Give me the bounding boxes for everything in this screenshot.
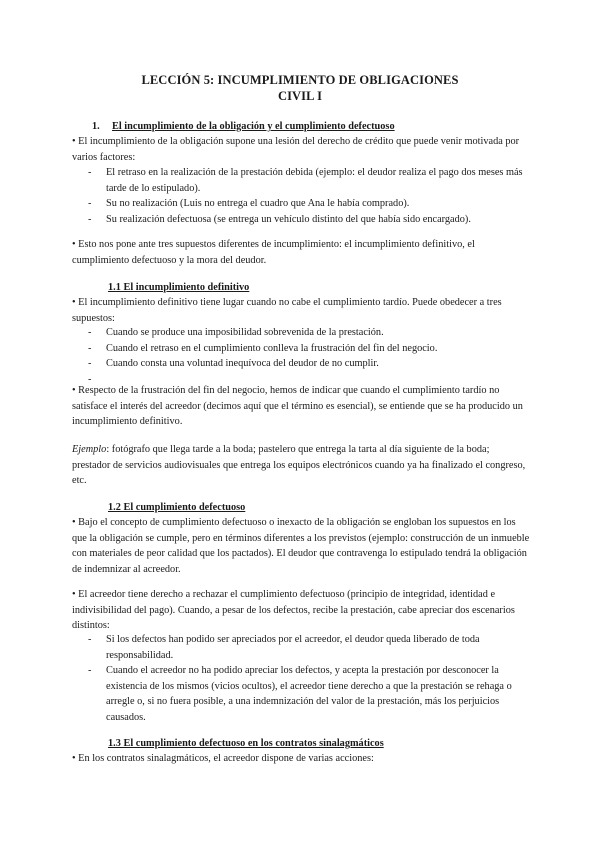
list-item: - Cuando se produce una imposibilidad sobrevenida de la prestación. bbox=[88, 327, 384, 338]
section-1-list bbox=[88, 165, 530, 227]
document-title bbox=[0, 72, 600, 104]
section-1-1-list: - Cuando se produce una imposibilidad sobrevenida de la prestación. - Cuando el retraso en el cumplimiento conlleva la frustración del fin del negocio. - Cuando consta una voluntad inequívoca del deudor de no cumplir. - bbox=[88, 325, 530, 372]
section-1-1-example bbox=[72, 442, 530, 489]
section-1-2-list bbox=[88, 632, 530, 725]
list-item: - Cuando consta una voluntad inequívoca del deudor de no cumplir. bbox=[88, 358, 379, 369]
example-text: : fotógrafo que llega tarde a la boda; pastelero que entrega la tarta al día siguiente de la boda; prestador de servicios audiovisuales que entrega los equipos electrónicos cuando ya ha finalizado el congreso, etc. bbox=[72, 444, 526, 486]
section-1-2-paragraph-1: • Bajo el concepto de cumplimiento defectuoso o inexacto de la obligación se engloban los supuestos en los que la obligación se cumple, pero en términos diferentes a los previstos (ejemplo: construcción de un inmueble con materiales de peor calidad que los pactados). El deudor que contravenga lo estipulado tendrá la obligación de indemnizar al acreedor. bbox=[72, 517, 530, 575]
section-1-3-paragraph-1: • En los contratos sinalagmáticos, el acreedor dispone de varias acciones: bbox=[72, 753, 374, 764]
example-label: Ejemplo bbox=[72, 444, 107, 455]
section-1-paragraph-2: • Esto nos pone ante tres supuestos diferentes de incumplimiento: el incumplimiento definitivo, el cumplimiento defectuoso y la mora del deudor. bbox=[72, 239, 475, 266]
list-item: - El retraso en la realización de la prestación debida (ejemplo: el deudor realiza el pago dos meses más tarde de lo estipulado). bbox=[88, 167, 523, 194]
section-1-2-heading: 1.2 El cumplimiento defectuoso bbox=[108, 502, 246, 513]
section-1-paragraph-1: • El incumplimiento de la obligación supone una lesión del derecho de crédito que puede venir motivada por varios factores: bbox=[72, 136, 520, 163]
section-1-1-heading: 1.1 El incumplimiento definitivo bbox=[108, 282, 250, 293]
list-item: - Su realización defectuosa (se entrega un vehículo distinto del que había sido encargado). bbox=[88, 213, 471, 225]
section-1-1-paragraph-2: • Respecto de la frustración del fin del negocio, hemos de indicar que cuando el cumplimiento tardío no satisface el interés del acreedor (decimos aquí que el término es esencial), se entiende que se ha producido un incumplimiento definitivo. bbox=[72, 385, 523, 427]
title-line-2: CIVIL I bbox=[277, 89, 323, 103]
section-1-number: 1. bbox=[92, 121, 100, 132]
list-item: - Cuando el retraso en el cumplimiento conlleva la frustración del fin del negocio. bbox=[88, 342, 438, 354]
list-item: - Su no realización (Luis no entrega el cuadro que Ana le había comprado). bbox=[88, 198, 410, 209]
title-line-1: LECCIÓN 5: INCUMPLIMIENTO DE OBLIGACIONES bbox=[141, 73, 459, 87]
section-1-1-paragraph-1: • El incumplimiento definitivo tiene lugar cuando no cabe el cumplimiento tardío. Puede obedecer a tres supuestos: bbox=[72, 297, 502, 324]
section-1-title: El incumplimiento de la obligación y el cumplimiento defectuoso bbox=[112, 121, 395, 132]
list-item: - Cuando el acreedor no ha podido apreciar los defectos, y acepta la prestación por desconocer la existencia de los mismos (vicios ocultos), el acreedor tiene derecho a que la prestación se rehaga o arregle o, si no fuera posible, a una indemnización del valor de la prestación, más los perjuicios causados. bbox=[88, 665, 512, 723]
section-1-2-paragraph-2: • El acreedor tiene derecho a rechazar el cumplimiento defectuoso (principio de integridad, identidad e indivisibilidad del pago). Cuando, a pesar de los defectos, recibe la prestación, cabe apreciar dos escenarios distintos: bbox=[72, 589, 515, 631]
section-1-heading bbox=[92, 119, 550, 135]
section-1-3-heading: 1.3 El cumplimiento defectuoso en los contratos sinalagmáticos bbox=[108, 738, 384, 749]
list-item: - Si los defectos han podido ser apreciados por el acreedor, el deudor queda liberado de toda responsabilidad. bbox=[88, 634, 480, 661]
